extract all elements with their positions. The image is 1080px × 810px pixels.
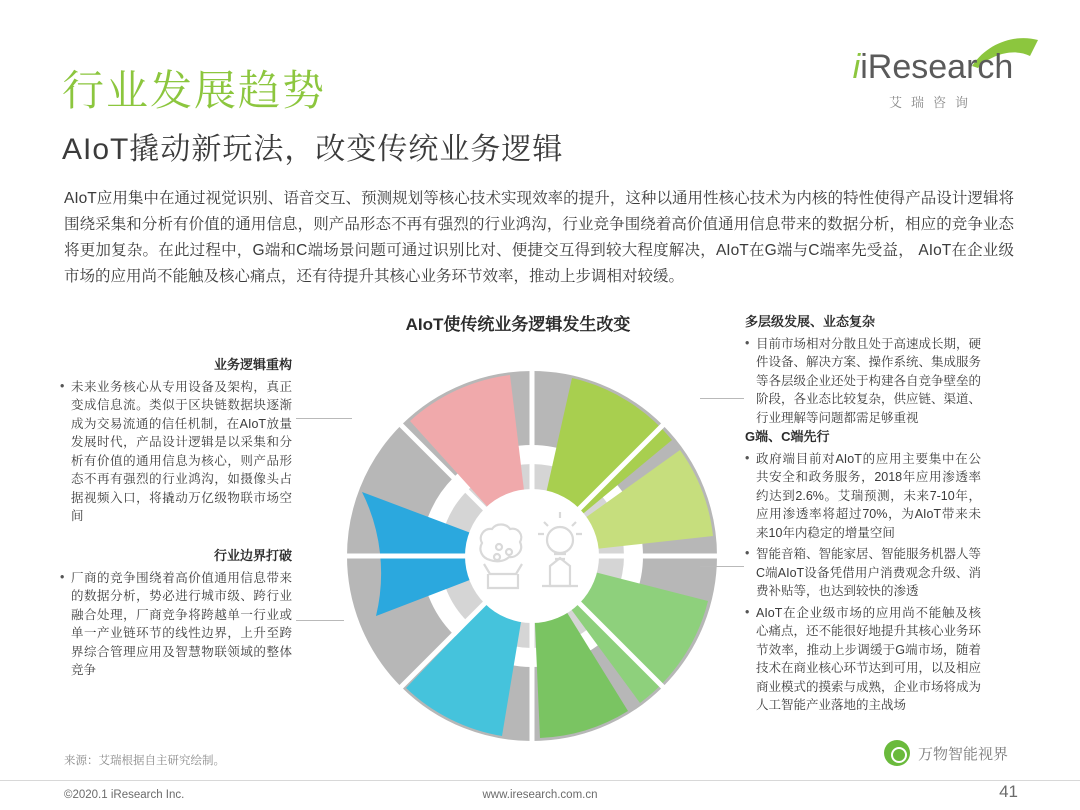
annotation-gc-first [745,428,981,718]
annotation-title: G端、C端先行 [745,429,830,444]
list-item: • 未来业务核心从专用设备及架构，真正变成信息流。类似于区块链数据块逐渐成为交易流通的信任机制，在AIoT放量发展时代，产品设计逻辑是以采集和分析有价值的通用信息为核心，则产品形态不再有强烈的行业鸿沟，如摄像头占据视频入口，将撬动万亿级物联市场空间 [60,378,292,526]
list-item: • AIoT在企业级市场的应用尚不能触及核心痛点，还不能很好地提升其核心业务环节效率，推动上步调缓于G端市场，随着技术在商业核心环节达到可用，以及相应商业模式的摸索与成熟，企业市场将成为人工智能产业落地的主战场 [745,604,981,715]
watermark [884,740,1008,766]
annotation-list [60,378,292,526]
copyright-text: ©2020.1 iResearch Inc. [64,789,185,801]
list-item: • 目前市场相对分散且处于高速成长期，硬件设备、解决方案、操作系统、集成服务等各层级企业还处于构建各自竞争壁垒的阶段，各业态比较复杂，供应链、渠道、行业理解等问题都需足够重视 [745,335,981,428]
annotation-boundary-break [60,547,292,683]
annotation-title: 业务逻辑重构 [213,357,292,372]
annotation-multi-layer [745,313,981,430]
chart-title: AIoT使传统业务逻辑发生改变 [405,315,631,334]
leader-line-1 [296,418,352,419]
donut-wheel-graphic [332,356,732,756]
website-url: www.iresearch.com.cn [482,789,598,801]
intro-paragraph: AIoT应用集中在通过视觉识别、语音交互、预测规划等核心技术实现效率的提升，这种以通用性核心技术为内核的特性使得产品设计逻辑将围绕采集和分析有价值的通用信息，则产品形态不再有强烈的行业鸿沟，行业竞争围绕着高价值通用信息带来的数据分析，相应的竞争业态将更加复杂。在此过程中，G端和C端场景问题可通过识别比对、便捷交互得到较大程度解决，AIoT在G端与C端率先受益， AIoT在企业级市场的应用尚不能触及核心痛点，还有待提升其核心业务环节效率，推动上步调相对较缓。 [64,190,1014,285]
leader-line-4 [700,566,744,567]
list-item: • 智能音箱、智能家居、智能服务机器人等C端AIoT设备凭借用户消费观念升级、消费补贴等，也达到较快的渗透 [745,545,981,601]
section-title: 行业发展趋势 [62,67,327,114]
annotation-list [745,450,981,715]
annotation-list [745,335,981,428]
annotation-title: 多层级发展、业态复杂 [745,314,876,329]
list-item: • 政府端目前对AIoT的应用主要集中在公共安全和政务服务，2018年应用渗透率约达到2.6%。艾瑞预测，未来7-10年，应用渗透率将超过70%，为AIoT带来未来10年内稳定的增量空间 [745,450,981,543]
page-title: AIoT撬动新玩法，改变传统业务逻辑 [62,133,564,166]
watermark-text: 万物智能视界 [917,745,1008,763]
list-item: • 厂商的竞争围绕着高价值通用信息带来的数据分析，势必进行城市级、跨行业融合处理，厂商竞争将跨越单一行业或单一产业链环节的线性边界，上升至跨界综合管理应用及智慧物联领域的整体竞争 [60,569,292,680]
annotation-business-logic [60,356,292,529]
source-note: 来源：艾瑞根据自主研究绘制。 [64,755,225,767]
leader-line-2 [296,620,344,621]
footer-divider [0,780,1080,781]
annotation-title: 行业边界打破 [213,548,292,563]
leader-line-3 [700,398,744,399]
annotation-list [60,569,292,680]
iresearch-logo [838,48,1028,118]
logo-chinese-name: 艾瑞咨询 [888,95,977,110]
watermark-logo-icon [884,740,910,766]
logo-text: iResearch [860,48,1014,86]
logo-wordmark: iiResearch [852,48,1014,86]
page-number: 41 [999,782,1018,801]
